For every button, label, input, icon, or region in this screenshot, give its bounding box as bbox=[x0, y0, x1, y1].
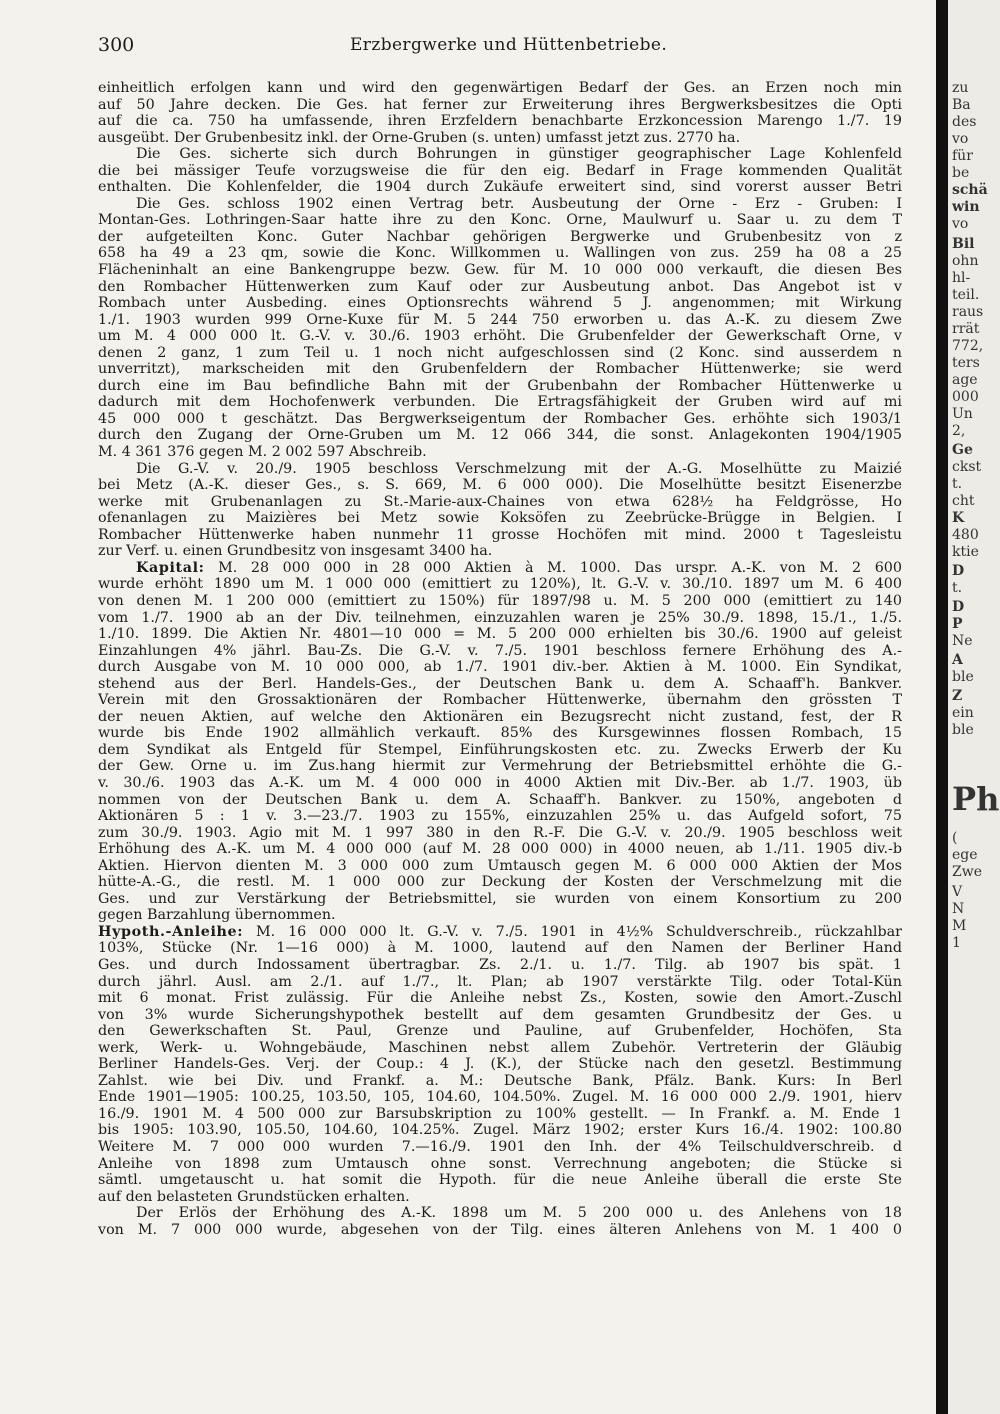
adjacent-page-fragment: ters bbox=[952, 355, 980, 371]
line-text: Zahlst. wie bei Div. und Frankf. a. M.: Deutsche Bank, Pfälz. Bank. Kurs: In Berl bbox=[98, 1072, 902, 1089]
text-line bbox=[98, 808, 902, 825]
line-text: Anleihe von 1898 zum Umtausch ohne sonst. Verrechnung angeboten; die Stücke si bbox=[98, 1155, 902, 1172]
running-title: Erzbergwerke und Hüttenbetriebe. bbox=[350, 35, 668, 55]
text-line bbox=[98, 146, 902, 163]
line-text: Die Ges. sicherte sich durch Bohrungen in günstiger geographischer Lage Kohlenfeld bbox=[136, 146, 902, 163]
adjacent-page-fragment: V bbox=[952, 884, 963, 900]
adjacent-page-fragment: age bbox=[952, 372, 978, 388]
line-text: ausgeübt. Der Grubenbesitz inkl. der Orne-Gruben (s. unten) umfasst jetzt zus. 2770 ha. bbox=[98, 129, 741, 146]
text-line bbox=[98, 196, 902, 213]
adjacent-page-fragment: 2, bbox=[952, 423, 966, 439]
adjacent-page-fragment: 480 bbox=[952, 527, 979, 543]
adjacent-page-fragment: Ge bbox=[952, 442, 973, 458]
text-line bbox=[98, 1073, 902, 1090]
line-text: der aufgeteilten Konc. Guter Nachbar gehörigen Bergwerke und Grubenbesitz von z bbox=[98, 228, 902, 245]
line-text: hütte-A.-G., die restl. M. 1 000 000 zur Deckung der Kosten der Verschmelzung mit die bbox=[98, 874, 902, 891]
adjacent-page-fragment: schä bbox=[952, 182, 988, 198]
line-text: Berliner Handels-Ges. Verj. der Coup.: 4 J. (K.), der Stücke nach den gesetzl. Bestimmung bbox=[98, 1056, 902, 1073]
text-line bbox=[98, 543, 902, 560]
text-line bbox=[98, 80, 902, 97]
adjacent-page-fragment: ( bbox=[952, 830, 958, 846]
text-line bbox=[98, 775, 902, 792]
adjacent-page-fragment: für bbox=[952, 148, 973, 164]
text-line bbox=[98, 626, 902, 643]
text-line bbox=[98, 1040, 902, 1057]
line-text: unverritzt), markscheiden mit den Grubenfeldern der Rombacher Hüttenwerke; sie werd bbox=[98, 361, 902, 378]
text-line bbox=[98, 692, 902, 709]
text-line bbox=[98, 312, 902, 329]
line-text: durch eine im Bau befindliche Bahn mit der Grubenbahn der Rombacher Hüttenwerke u bbox=[98, 377, 902, 394]
adjacent-page-fragment: Ph bbox=[952, 780, 1000, 818]
line-text: M. 28 000 000 in 28 000 Aktien à M. 1000. Das urspr. A.-K. von M. 2 600 bbox=[218, 559, 902, 576]
line-text: bis 1905: 103.90, 105.50, 104.60, 104.25%. Zugel. März 1902; erster Kurs 16./4. 1902: 100.80 bbox=[98, 1122, 902, 1139]
text-line bbox=[98, 212, 902, 229]
text-line bbox=[98, 1139, 902, 1156]
text-line bbox=[98, 1156, 902, 1173]
line-text: durch den Zugang der Orne-Gruben um M. 12 066 344, die sonst. Anlagekonten 1904/1905 bbox=[98, 427, 902, 444]
text-line bbox=[98, 130, 902, 147]
adjacent-page-fragment: teil. bbox=[952, 287, 980, 303]
line-text: dem Syndikat als Entgeld für Stempel, Einführungskosten etc. zu. Zwecks Erwerb der Ku bbox=[98, 741, 902, 758]
text-line bbox=[98, 262, 902, 279]
adjacent-page-fragment: Ne bbox=[952, 633, 973, 649]
adjacent-page-fragment: ble bbox=[952, 669, 974, 685]
line-text: vom 1./7. 1900 ab an der Div. teilnehmen, einzuzahlen waren je 25% 30./9. 1898, 15./1., 1./5. bbox=[98, 609, 902, 626]
text-line bbox=[98, 825, 902, 842]
line-text: Verein mit den Grossaktionären der Rombacher Hüttenwerke, übernahm den grössten T bbox=[98, 692, 902, 709]
line-text: 103%, Stücke (Nr. 1—16 000) à M. 1000, lautend auf den Namen der Berliner Hand bbox=[98, 940, 902, 957]
line-text: zur Verf. u. einen Grundbesitz von insgesamt 3400 ha. bbox=[98, 543, 493, 560]
line-text: um M. 4 000 000 lt. G.-V. v. 30./6. 1903 erhöht. Die Grubenfelder der Gewerkschaft Orne, v bbox=[98, 328, 902, 345]
text-line bbox=[98, 394, 902, 411]
text-line bbox=[98, 841, 902, 858]
text-line bbox=[98, 659, 902, 676]
adjacent-page-fragment: K bbox=[952, 510, 965, 526]
text-line bbox=[98, 1106, 902, 1123]
text-line bbox=[98, 461, 902, 478]
line-text: der neuen Aktien, auf welche den Aktionären ein Bezugsrecht nicht zustand, fest, der R bbox=[98, 708, 902, 725]
line-text: 1./10. 1899. Die Aktien Nr. 4801—10 000 = M. 5 200 000 erhielten bis 30./6. 1900 auf geleist bbox=[98, 626, 902, 643]
text-line bbox=[98, 676, 902, 693]
text-line bbox=[98, 361, 902, 378]
line-text: nommen von der Deutschen Bank u. dem A. Schaaff'h. Bankver. zu 150%, angeboten d bbox=[98, 791, 902, 808]
adjacent-page-fragment: 000 bbox=[952, 389, 979, 405]
adjacent-page-fragment: Z bbox=[952, 688, 963, 704]
adjacent-page-fragment: ktie bbox=[952, 544, 979, 560]
page-number: 300 bbox=[98, 34, 135, 56]
text-line bbox=[98, 792, 902, 809]
line-text: Ges. und durch Indossament übertragbar. Zs. 2./1. u. 1./7. Tilg. ab 1907 bis spät. 1 bbox=[98, 956, 902, 973]
adjacent-page-fragment: P bbox=[952, 616, 963, 632]
line-text: v. 30./6. 1903 das A.-K. um M. 4 000 000 in 4000 Aktien mit Div.-Ber. ab 1./7. 1903, üb bbox=[98, 774, 902, 791]
text-line bbox=[98, 494, 902, 511]
line-text: die bei mässiger Teufe vorzugsweise die für den eig. Bedarf in Frage kommenden Qualität bbox=[98, 162, 902, 179]
line-text: den Gewerkschaften St. Paul, Grenze und Pauline, auf Grubenfelder, Hochöfen, Sta bbox=[98, 1023, 902, 1040]
text-line bbox=[98, 593, 902, 610]
binding-gutter bbox=[936, 0, 948, 1414]
adjacent-page-fragment: vo bbox=[952, 216, 969, 232]
text-line bbox=[98, 328, 902, 345]
text-line bbox=[98, 874, 902, 891]
text-line bbox=[98, 643, 902, 660]
line-text: 658 ha 49 a 23 qm, sowie die Konc. Willkommen u. Wallingen von zus. 259 ha 08 a 25 bbox=[98, 245, 902, 262]
text-line bbox=[98, 1122, 902, 1139]
text-line bbox=[98, 891, 902, 908]
text-line bbox=[98, 411, 902, 428]
text-line bbox=[98, 229, 902, 246]
adjacent-page-fragment: ein bbox=[952, 705, 974, 721]
line-text: ofenanlagen zu Maizières bei Metz sowie Koksöfen zu Zeebrücke-Brügge in Belgien. I bbox=[98, 510, 902, 527]
section-heading: Kapital: bbox=[136, 559, 205, 576]
adjacent-page-fragment: Ba bbox=[952, 97, 971, 113]
line-text: M. 16 000 000 lt. G.-V. v. 7./5. 1901 in 4½% Schuldverschreib., rückzahlbar bbox=[255, 923, 902, 940]
adjacent-page-fragment: M bbox=[952, 918, 967, 934]
body-text bbox=[98, 80, 902, 1390]
line-text: enthalten. Die Kohlenfelder, die 1904 durch Zukäufe erweitert sind, sind vorerst ausser Betri bbox=[98, 179, 902, 196]
text-line bbox=[98, 427, 902, 444]
adjacent-page-fragment: win bbox=[952, 199, 980, 215]
adjacent-page-fragment: t. bbox=[952, 476, 963, 492]
line-text: Flächeninhalt an eine Bankengruppe bezw. Gew. für M. 10 000 000 verkauft, die diesen Bes bbox=[98, 262, 902, 279]
text-line bbox=[98, 858, 902, 875]
text-line bbox=[98, 477, 902, 494]
adjacent-page-fragment: D bbox=[952, 563, 965, 579]
line-text: Erhöhung des A.-K. um M. 4 000 000 (auf M. 28 000 000) in 4000 neuen, ab 1./11. 1905 div.-b bbox=[98, 841, 902, 858]
line-text: Der Erlös der Erhöhung des A.-K. 1898 um M. 5 200 000 u. des Anlehens von 18 bbox=[136, 1205, 902, 1222]
text-line bbox=[98, 179, 902, 196]
line-text: auf 50 Jahre decken. Die Ges. hat ferner zur Erweiterung ihres Bergwerksbesitzes die Opti bbox=[98, 96, 902, 113]
adjacent-page-fragment: raus bbox=[952, 304, 984, 320]
text-line bbox=[98, 1007, 902, 1024]
line-text: auf den belasteten Grundstücken erhalten. bbox=[98, 1188, 410, 1205]
line-text: 1./1. 1903 wurden 999 Orne-Kuxe für M. 5 244 750 erworben u. das A.-K. zu diesem Zwe bbox=[98, 311, 902, 328]
section-heading: Hypoth.-Anleihe: bbox=[98, 923, 244, 940]
text-line bbox=[98, 907, 902, 924]
adjacent-page-fragment: ege bbox=[952, 847, 978, 863]
adjacent-page-fragment: D bbox=[952, 599, 965, 615]
text-line bbox=[98, 742, 902, 759]
line-text: Rombach unter Ausbeding. eines Optionsrechts während 5 J. angenommen; mit Wirkung bbox=[98, 295, 902, 312]
text-line bbox=[98, 279, 902, 296]
text-line bbox=[98, 527, 902, 544]
text-line bbox=[98, 1089, 902, 1106]
adjacent-page-fragment: ohn bbox=[952, 253, 979, 269]
text-line bbox=[98, 345, 902, 362]
adjacent-page-fragment: A bbox=[952, 652, 963, 668]
text-line bbox=[98, 378, 902, 395]
adjacent-page-fragment: vo bbox=[952, 131, 969, 147]
line-text: gegen Barzahlung übernommen. bbox=[98, 907, 336, 924]
text-line bbox=[98, 1205, 902, 1222]
line-text: werk, Werk- u. Wohngebäude, Maschinen nebst allem Zubehör. Vertreterin der Gläubig bbox=[98, 1039, 902, 1056]
text-line bbox=[98, 510, 902, 527]
line-text: Weitere M. 7 000 000 wurden 7.—16./9. 1901 den Inh. der 4% Teilschuldverschreib. d bbox=[98, 1139, 902, 1155]
text-line bbox=[98, 444, 902, 461]
line-text: von denen M. 1 200 000 (emittiert zu 150%) für 1897/98 u. M. 5 200 000 (emittiert zu 140 bbox=[98, 592, 902, 609]
line-text: durch Ausgabe von M. 10 000 000, ab 1./7. 1901 div.-ber. Aktien à M. 1000. Ein Syndikat, bbox=[98, 659, 902, 676]
text-line bbox=[98, 1056, 902, 1073]
text-line bbox=[98, 245, 902, 262]
adjacent-page-fragment: Bil bbox=[952, 236, 975, 252]
text-line bbox=[98, 758, 902, 775]
line-text: stehend aus der Berl. Handels-Ges., der Deutschen Bank u. dem A. Schaaff'h. Bankver. bbox=[98, 675, 902, 692]
line-text: Die Ges. schloss 1902 einen Vertrag betr. Ausbeutung der Orne - Erz - Gruben: I bbox=[136, 195, 902, 212]
text-line bbox=[98, 1189, 902, 1206]
page-header bbox=[98, 34, 898, 60]
line-text: werke mit Grubenanlagen zu St.-Marie-aux-Chaines von etwa 628½ ha Feldgrösse, Ho bbox=[98, 493, 902, 510]
line-text: dadurch mit dem Hochofenwerk verbunden. Die Ertragsfähigkeit der Gruben wird auf mi bbox=[98, 394, 902, 411]
line-text: zum 30./9. 1903. Agio mit M. 1 997 380 in den R.-F. Die G.-V. v. 20./9. 1905 beschloss weit bbox=[98, 824, 902, 841]
adjacent-page-fragment: hl- bbox=[952, 270, 971, 286]
line-text: 45 000 000 t geschätzt. Das Bergwerkseigentum der Rombacher Ges. erhöhte sich 1903/1 bbox=[98, 410, 902, 427]
line-text: auf die ca. 750 ha umfassende, ihren Erzfeldern benachbarte Erzkoncession Marengo 1./7. 19 bbox=[98, 113, 902, 130]
adjacent-page-fragment: be bbox=[952, 165, 970, 181]
line-text: von M. 7 000 000 wurde, abgesehen von der Tilg. eines älteren Anlehens von M. 1 400 0 bbox=[98, 1221, 902, 1238]
line-text: M. 4 361 376 gegen M. 2 002 597 Abschreib. bbox=[98, 444, 427, 461]
text-line bbox=[98, 990, 902, 1007]
line-text: Montan-Ges. Lothringen-Saar hatte ihre zu den Konc. Orne, Maulwurf u. Saar u. zu dem T bbox=[98, 212, 902, 229]
line-text: wurde erhöht 1890 um M. 1 000 000 (emittiert zu 120%), lt. G.-V. v. 30./10. 1897 um M. 6 400 bbox=[98, 576, 902, 593]
adjacent-page-fragment: 772, bbox=[952, 338, 984, 354]
line-text: durch jährl. Ausl. am 2./1. auf 1./7., lt. Plan; ab 1907 verstärkte Tilg. oder Total-Kün bbox=[98, 973, 902, 990]
text-line bbox=[98, 725, 902, 742]
adjacent-page-fragment: ble bbox=[952, 722, 974, 738]
line-text: Einzahlungen 4% jährl. Bau-Zs. Die G.-V. v. 7./5. 1901 beschloss fernere Erhöhung des A.- bbox=[98, 642, 902, 659]
adjacent-page-fragment: cht bbox=[952, 493, 975, 509]
line-text: denen 2 ganz, 1 zum Teil u. 1 noch nicht aufgeschlossen sind (2 Konc. sind ausserdem n bbox=[98, 344, 902, 361]
line-text: von 3% wurde Sicherungshypothek bestellt auf dem gesamten Grundbesitz der Ges. u bbox=[98, 1006, 902, 1023]
line-text: bei Metz (A.-K. dieser Ges., s. S. 669, M. 6 000 000). Die Moselhütte besitzt Eisenerzbe bbox=[98, 477, 902, 494]
text-line bbox=[98, 163, 902, 180]
text-line bbox=[98, 97, 902, 114]
text-line bbox=[98, 1172, 902, 1189]
line-text: wurde bis Ende 1902 allmählich verkauft. 85% des Kursgewinnes flossen Rombach, 15 bbox=[98, 725, 902, 742]
adjacent-page-edge bbox=[948, 0, 1000, 1414]
adjacent-page-fragment: zu bbox=[952, 80, 969, 96]
text-line bbox=[98, 1222, 902, 1239]
adjacent-page-fragment: Zwe bbox=[952, 864, 982, 880]
adjacent-page-fragment: t. bbox=[952, 580, 963, 596]
text-line bbox=[98, 560, 902, 577]
text-line bbox=[98, 1023, 902, 1040]
text-line bbox=[98, 709, 902, 726]
line-text: einheitlich erfolgen kann und wird den gegenwärtigen Bedarf der Ges. an Erzen noch min bbox=[98, 80, 902, 96]
text-line bbox=[98, 940, 902, 957]
adjacent-page-fragment: 1 bbox=[952, 935, 961, 951]
adjacent-page-fragment: rrät bbox=[952, 321, 980, 337]
text-line bbox=[98, 113, 902, 130]
line-text: Die G.-V. v. 20./9. 1905 beschloss Verschmelzung mit der A.-G. Moselhütte zu Maizié bbox=[136, 460, 902, 477]
line-text: der Gew. Orne u. im Zus.hang hiermit zur Vermehrung der Betriebsmittel erhöhte die G.- bbox=[98, 758, 902, 775]
adjacent-page-fragment: ckst bbox=[952, 459, 982, 475]
line-text: mit 6 monat. Frist zulässig. Für die Anleihe nebst Zs., Kosten, sowie den Amort.-Zuschl bbox=[98, 990, 902, 1007]
line-text: Aktien. Hiervon dienten M. 3 000 000 zum Umtausch gegen M. 6 000 000 Aktien der Mos bbox=[98, 857, 902, 874]
adjacent-page-fragment: Un bbox=[952, 406, 973, 422]
adjacent-page-fragment: des bbox=[952, 114, 977, 130]
line-text: Ges. und zur Verstärkung der Betriebsmittel, sie wurden von einem Konsortium zu 200 bbox=[98, 890, 902, 907]
text-line bbox=[98, 974, 902, 991]
text-line bbox=[98, 610, 902, 627]
line-text: Ende 1901—1905: 100.25, 103.50, 105, 104.60, 104.50%. Zugel. M. 16 000 000 2./9. 1901, hierv bbox=[98, 1089, 902, 1106]
text-line bbox=[98, 924, 902, 941]
line-text: den Rombacher Hüttenwerken zum Kauf oder zur Ausbeutung anbot. Das Angebot ist v bbox=[98, 278, 902, 295]
line-text: 16./9. 1901 M. 4 500 000 zur Barsubskription zu 100% gestellt. — In Frankf. a. M. Ende 1 bbox=[98, 1105, 902, 1122]
text-line bbox=[98, 576, 902, 593]
text-line bbox=[98, 957, 902, 974]
line-text: sämtl. umgetauscht u. hat somit die Hypoth. für die neue Anleihe überall die erste Ste bbox=[98, 1172, 902, 1189]
text-line bbox=[98, 295, 902, 312]
adjacent-page-fragment: N bbox=[952, 901, 965, 917]
line-text: Rombacher Hüttenwerke haben nunmehr 11 grosse Hochöfen mit mind. 2000 t Tagesleistu bbox=[98, 526, 902, 543]
line-text: Aktionären 5 : 1 v. 3.—23./7. 1903 zu 155%, einzuzahlen 25% u. das Aufgeld sofort, 75 bbox=[98, 808, 902, 825]
